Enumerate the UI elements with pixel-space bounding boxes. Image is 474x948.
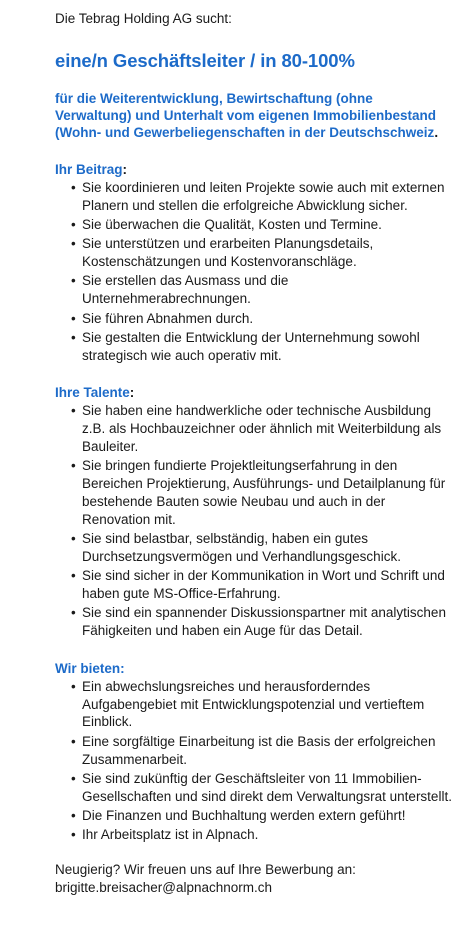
- bullet-glyph: •: [71, 807, 76, 823]
- page-title: eine/n Geschäftsleiter / in 80-100%: [55, 50, 355, 71]
- section-heading-text: Ihr Beitrag: [55, 162, 123, 177]
- subtitle-period: .: [434, 125, 439, 140]
- heading-colon: :: [122, 162, 128, 177]
- list-item: [55, 733, 452, 769]
- heading-colon: :: [129, 385, 135, 401]
- bullet-glyph: •: [71, 310, 76, 326]
- section-ihre-talente: [55, 384, 452, 639]
- section-wir-bieten: [55, 660, 452, 844]
- list-item: [55, 402, 452, 455]
- list-item-text: Sie erstellen das Ausmass und die Unternehmerabrechnungen.: [82, 273, 289, 307]
- list-item: [55, 216, 452, 234]
- contact-block: [55, 861, 452, 896]
- list-item: [55, 770, 452, 806]
- section-heading: [55, 660, 452, 677]
- bullet-glyph: •: [71, 770, 76, 786]
- list-item-text: Sie überwachen die Qualität, Kosten und Termine.: [82, 217, 382, 233]
- bullet-glyph: •: [71, 733, 76, 749]
- list-item-text: Sie sind ein spannender Diskussionspartner mit analytischen Fähigkeiten und haben ein Auge für das Detail.: [82, 605, 446, 639]
- list-item: [55, 807, 452, 825]
- bullet-list: [55, 678, 452, 844]
- list-item: [55, 310, 452, 328]
- list-item-text: Sie sind belastbar, selbständig, haben ein gutes Durchsetzungsvermögen und Verhandlungsgeschick.: [82, 531, 401, 564]
- bullet-glyph: •: [71, 236, 76, 252]
- bullet-glyph: •: [71, 217, 76, 233]
- list-item-text: Sie haben eine handwerkliche oder technische Ausbildung z.B. als Hochbauzeichner oder ähnlich mit Weiterbildung als Bauleiter.: [82, 403, 442, 455]
- job-subtitle: [55, 90, 452, 141]
- heading-colon: :: [120, 660, 125, 676]
- list-item-text: Ein abwechslungsreiches und herausforderndes Aufgabengebiet mit Entwicklungspotenzial und vertieftem Einblick.: [82, 678, 425, 730]
- contact-prompt: Neugierig? Wir freuen uns auf Ihre Bewerbung an:: [55, 862, 356, 877]
- list-item-text: Eine sorgfältige Einarbeitung ist die Basis der erfolgreichen Zusammenarbeit.: [82, 733, 436, 767]
- list-item: [55, 567, 452, 603]
- bullet-glyph: •: [71, 273, 76, 289]
- section-heading-text: Wir bieten: [55, 660, 121, 676]
- list-item-text: Sie gestalten die Entwicklung der Unternehmung sowohl strategisch wie auch operativ mit.: [82, 329, 420, 363]
- list-item-text: Ihr Arbeitsplatz ist in Alpnach.: [82, 827, 259, 843]
- list-item-text: Sie bringen fundierte Projektleitungserfahrung in den Bereichen Projektierung, Ausführungs- und Detailplanung für bestehende Bauten sowie Neubau und auch in der Renovation mit.: [82, 458, 446, 527]
- list-item-text: Sie koordinieren und leiten Projekte sowie auch mit externen Planern und stellen die erfolgreiche Abwicklung sicher.: [82, 180, 445, 213]
- section-ihr-beitrag: [55, 161, 452, 364]
- section-heading: [55, 161, 452, 178]
- subtitle-text: für die Weiterentwicklung, Bewirtschaftung (ohne Verwaltung) und Unterhalt vom eigenen Immobilienbestand (Wohn- und Gewerbeliegenschaften in der Deutschschweiz: [55, 91, 437, 140]
- bullet-glyph: •: [71, 329, 76, 345]
- list-item-text: Sie sind sicher in der Kommunikation in Wort und Schrift und haben gute MS-Office-Erfahrung.: [82, 568, 445, 601]
- list-item: [55, 329, 452, 365]
- bullet-glyph: •: [71, 827, 76, 843]
- bullet-list: [55, 402, 452, 639]
- list-item: [55, 457, 452, 528]
- bullet-glyph: •: [71, 678, 76, 694]
- list-item: [55, 678, 452, 731]
- bullet-list: [55, 179, 452, 364]
- bullet-glyph: •: [71, 568, 76, 584]
- bullet-glyph: •: [71, 403, 76, 419]
- list-item: [55, 235, 452, 271]
- list-item-text: Sie sind zukünftig der Geschäftsleiter von 11 Immobilien- Gesellschaften und sind direkt dem Verwaltungsrat unterstellt.: [82, 770, 452, 804]
- bullet-glyph: •: [71, 531, 76, 547]
- contact-email[interactable]: brigitte.breisacher@alpnachnorm.ch: [55, 879, 273, 895]
- section-heading-text: Ihre Talente: [55, 385, 130, 401]
- bullet-glyph: •: [71, 605, 76, 621]
- list-item: [55, 272, 452, 308]
- list-item-text: Sie führen Abnahmen durch.: [82, 310, 254, 326]
- section-heading: [55, 384, 452, 401]
- list-item-text: Sie unterstützen und erarbeiten Planungsdetails, Kostenschätzungen und Kostenvoranschläge.: [82, 236, 374, 270]
- bullet-glyph: •: [71, 180, 76, 195]
- list-item: [55, 826, 452, 844]
- list-item: [55, 604, 452, 640]
- list-item: [55, 530, 452, 566]
- intro-text: Die Tebrag Holding AG sucht:: [55, 11, 232, 26]
- list-item: [55, 179, 452, 215]
- list-item-text: Die Finanzen und Buchhaltung werden extern geführt!: [82, 807, 406, 823]
- bullet-glyph: •: [71, 458, 76, 474]
